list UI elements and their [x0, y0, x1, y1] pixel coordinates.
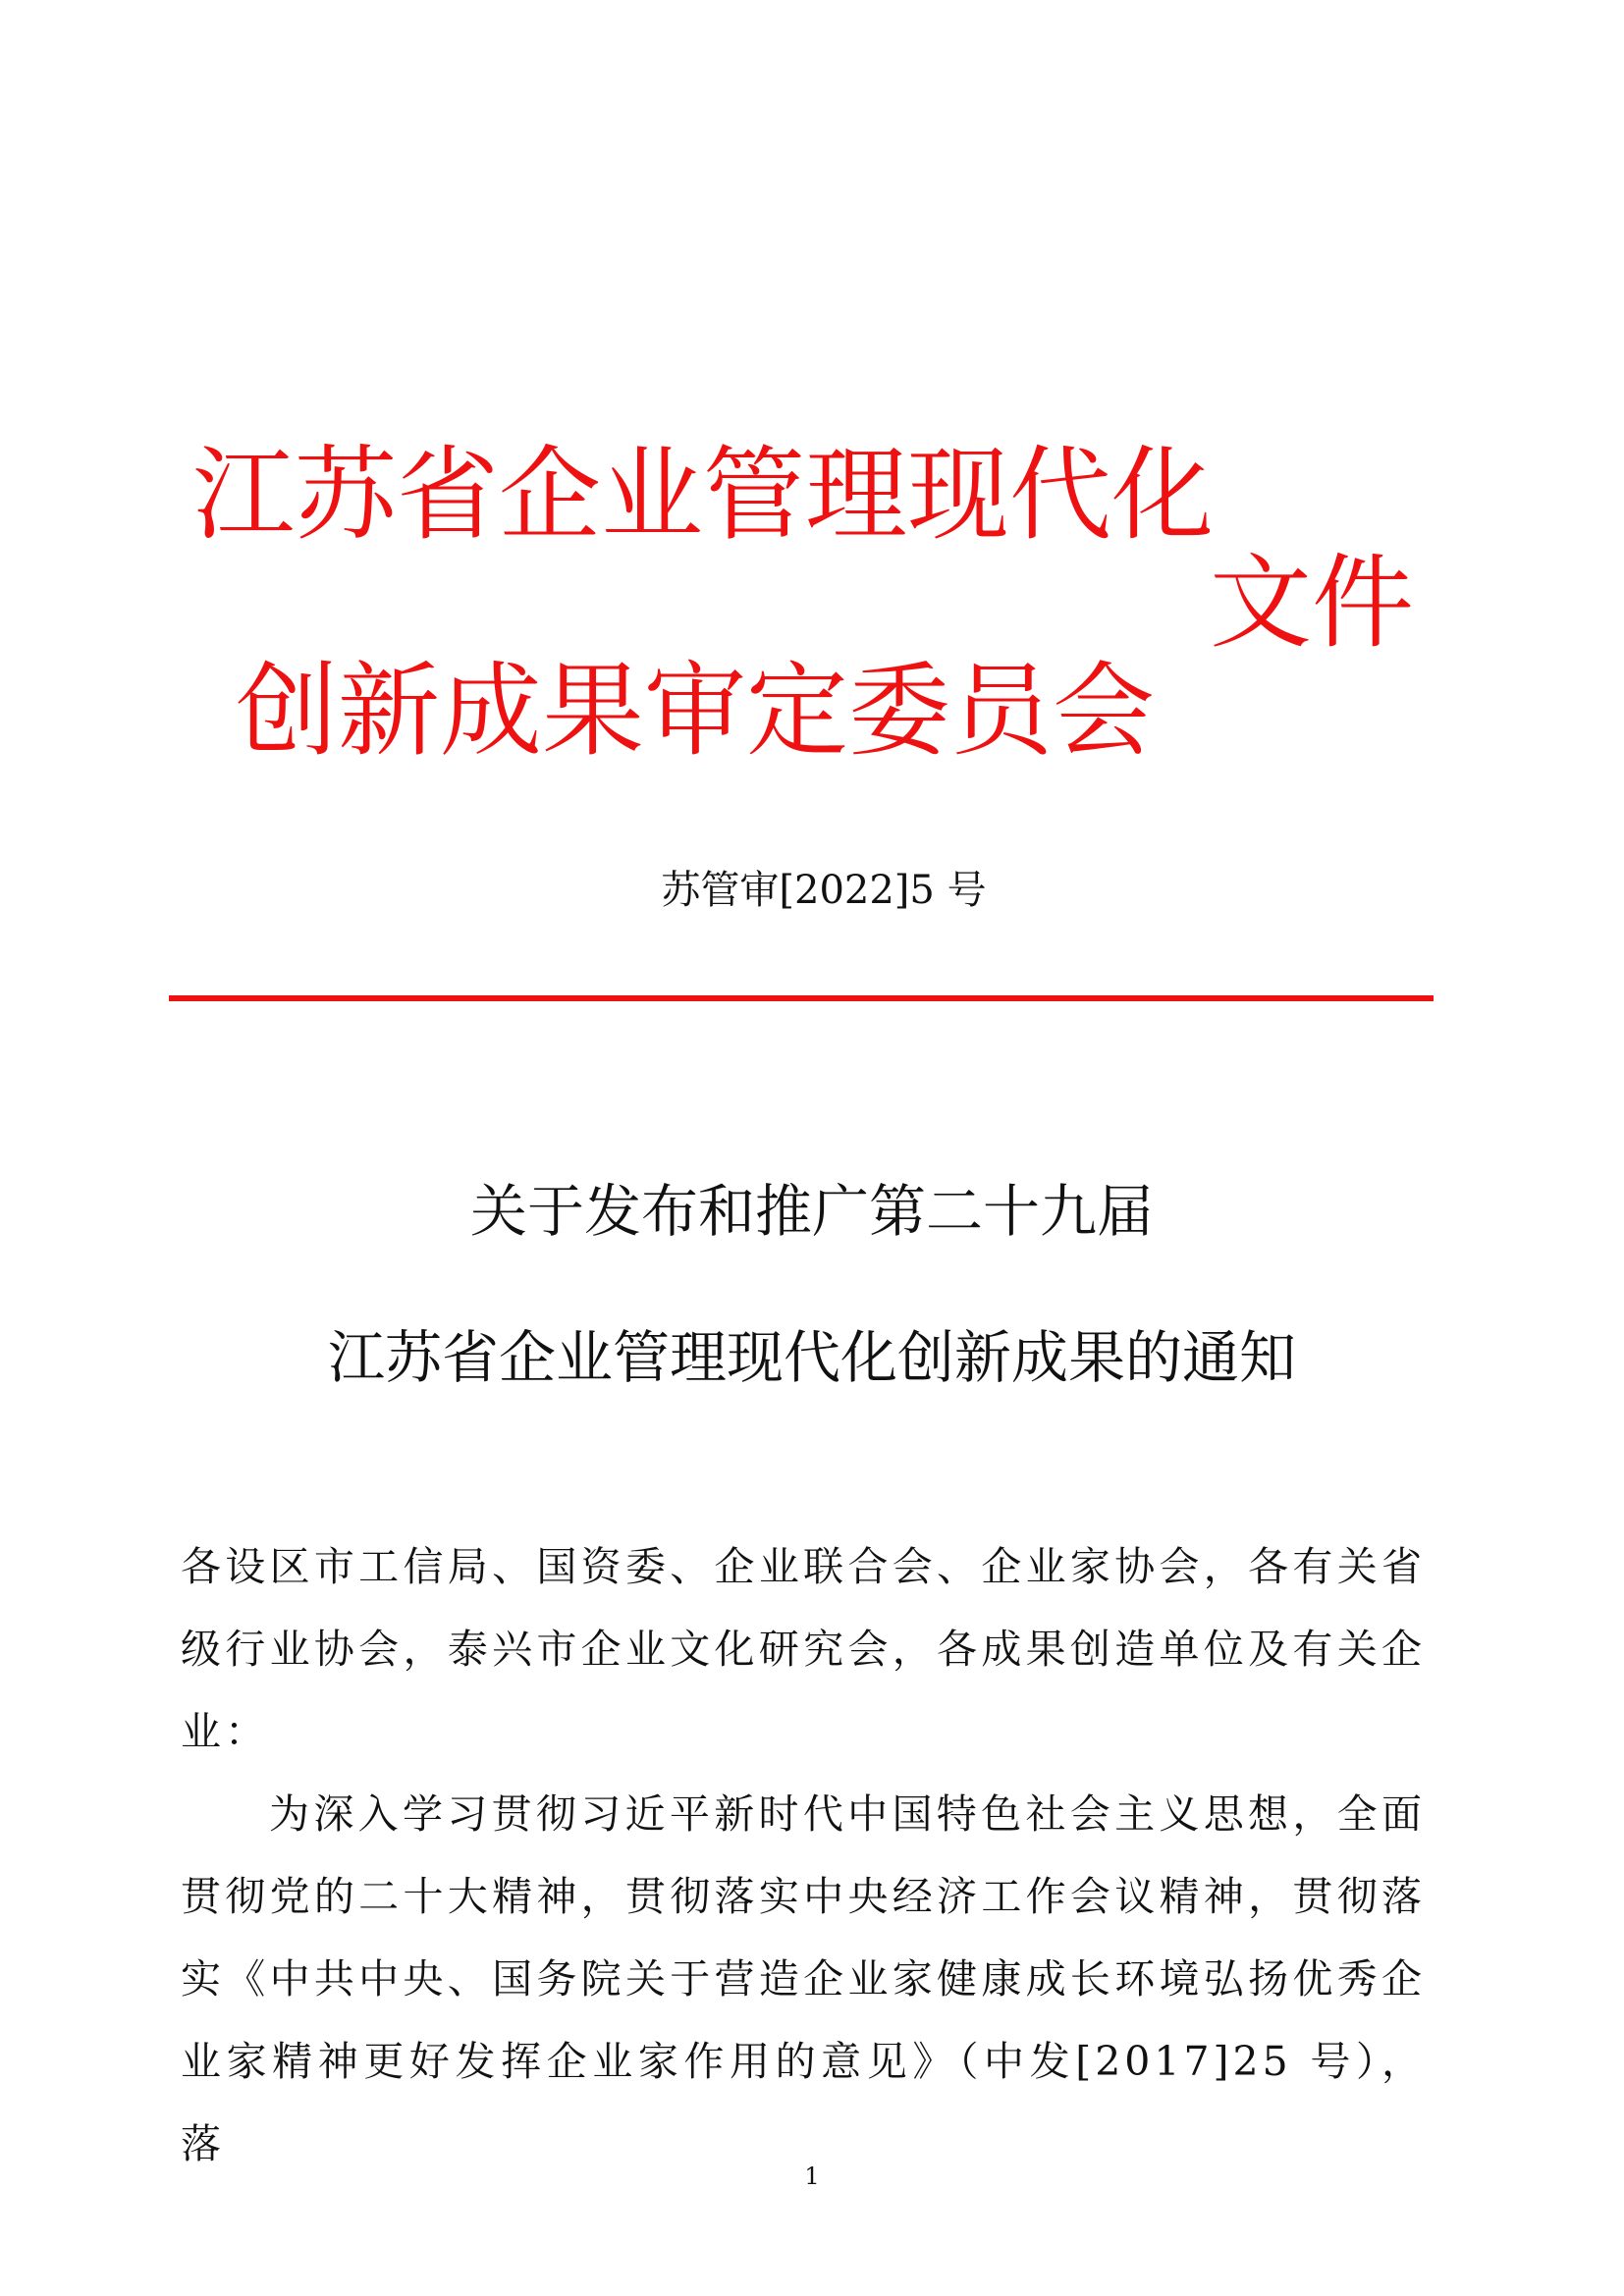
notice-title-line-1: 关于发布和推广第二十九届 — [469, 1178, 1154, 1245]
red-divider-line — [169, 995, 1434, 1001]
issuing-organization-line-1: 江苏省企业管理现代化 — [192, 435, 1215, 555]
document-type-label: 文件 — [1210, 543, 1415, 663]
document-number-text: 苏管审[2022]5 号 — [661, 868, 987, 913]
issuing-organization-line-2: 创新成果审定委员会 — [236, 651, 1156, 771]
salutation-paragraph: 各设区市工信局、国资委、企业联合会、企业家协会，各有关省级行业协会，泰兴市企业文化研究会，各成果创造单位及有关企业： — [181, 1543, 1426, 1755]
notice-title-line-2: 江苏省企业管理现代化创新成果的通知 — [327, 1324, 1296, 1391]
page-number: 1 — [804, 2163, 820, 2190]
document-number — [0, 868, 1624, 913]
body-paragraph-1: 为深入学习贯彻习近平新时代中国特色社会主义思想，全面贯彻党的二十大精神，贯彻落实中央经济工作会议精神，贯彻落实《中共中央、国务院关于营造企业家健康成长环境弘扬优秀企业家精神更好发挥企业家作用的意见》（中发[2017]25 号），落 — [181, 1790, 1426, 2167]
